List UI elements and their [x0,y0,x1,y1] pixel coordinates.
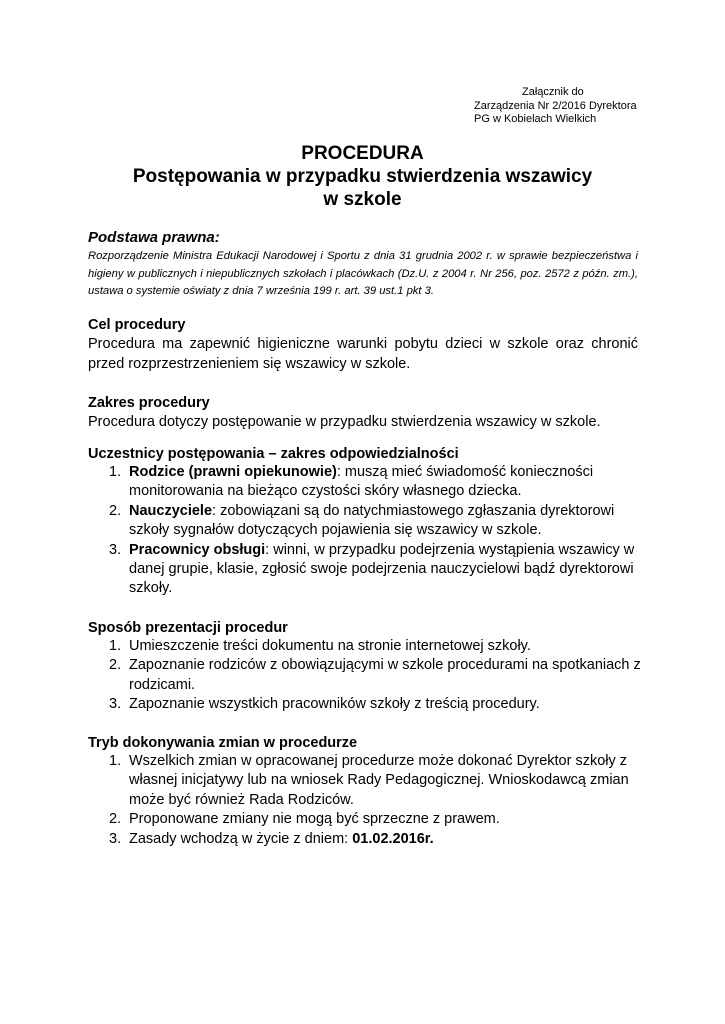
participants-list [88,463,648,599]
title-line-3: w szkole [323,189,402,210]
scope-heading: Zakres procedury [88,395,210,411]
annex-line-2: Zarządzenia Nr 2/2016 Dyrektora [474,99,637,112]
list-number: 3. [109,830,122,847]
role-description: : zobowiązani są do natychmiastowego zgłaszania dyrektorowi szkoły sygnałów dotyczących pojawienia się wszawicy w szkole. [129,502,615,539]
list-item [88,752,648,810]
changes-list [88,752,648,849]
list-item [88,810,648,829]
role-description: : winni, w przypadku podejrzenia wystąpienia wszawicy w danej grupie, klasie, zgłosić swoje podejrzenia nauczycielowi bądź dyrektorowi szkoły. [129,541,635,597]
list-number: 2. [109,811,122,828]
goal-text: Procedura ma zapewnić higieniczne warunki pobytu dzieci w szkole oraz chronić przed rozprzestrzenieniem się wszawicy w szkole. [88,336,638,372]
title-line-1: PROCEDURA [301,143,424,164]
scope-text: Procedura dotyczy postępowanie w przypadku stwierdzenia wszawicy w szkole. [88,414,601,430]
list-number: 3. [109,541,122,558]
role-name: Nauczyciele [129,502,213,519]
list-text: Wszelkich zmian w opracowanej procedurze może dokonać Dyrektor szkoły z własnej inicjatywy lub na wniosek Rady Pedagogicznej. Wnioskodawcą zmian może być również Rada Rodziców. [129,753,629,808]
annex-line-3: PG w Kobielach Wielkich [474,113,597,125]
list-item [88,656,648,695]
list-item [88,695,648,714]
participants-heading: Uczestnicy postępowania – zakres odpowiedzialności [88,446,459,462]
annex-line-1: Załącznik do [522,86,584,98]
legal-basis-text: Rozporządzenie Ministra Edukacji Narodowej i Sportu z dnia 31 grudnia 2002 r. w sprawie bezpieczeństwa i higieny w publicznych i niepublicznych szkołach i placówkach (Dz.U. z 2004 r. Nr 256, poz. 2572 z późn. zm.), ustawa o systemie oświaty z dnia 7 września 199 r. art. 39 ust.1 pkt 3. [88,250,638,297]
document-title [0,142,725,211]
list-number: 2. [109,657,122,674]
list-item [88,637,648,656]
list-number: 3. [109,696,122,713]
annex-note [474,86,637,127]
list-number: 2. [109,502,122,519]
list-number: 1. [109,464,122,480]
role-description: : muszą mieć świadomość konieczności monitorowania na bieżąco czystości skóry własnego dziecka. [129,464,594,500]
goal-heading: Cel procedury [88,317,186,333]
list-item [88,463,648,502]
legal-basis-heading: Podstawa prawna: [88,229,220,246]
effective-date: 01.02.2016r. [352,830,434,847]
presentation-list [88,637,648,715]
list-text: Zapoznanie wszystkich pracowników szkoły z treścią procedury. [129,696,540,713]
list-text: Proponowane zmiany nie mogą być sprzeczne z prawem. [129,811,500,828]
role-name: Rodzice (prawni opiekunowie) [129,464,337,480]
list-text: Umieszczenie treści dokumentu na stronie internetowej szkoły. [129,638,531,654]
title-line-2: Postępowania w przypadku stwierdzenia wszawicy [132,166,593,187]
list-number: 1. [109,753,122,769]
list-number: 1. [109,638,122,654]
changes-heading: Tryb dokonywania zmian w procedurze [88,735,358,751]
list-text: Zapoznanie rodziców z obowiązującymi w szkole procedurami na spotkaniach z rodzicami. [129,657,641,693]
role-name: Pracownicy obsługi [129,541,266,558]
list-item [88,541,648,599]
list-item [88,502,648,541]
presentation-heading: Sposób prezentacji procedur [88,620,288,636]
list-text: Zasady wchodzą w życie z dniem: [129,830,353,847]
list-item [88,830,648,849]
